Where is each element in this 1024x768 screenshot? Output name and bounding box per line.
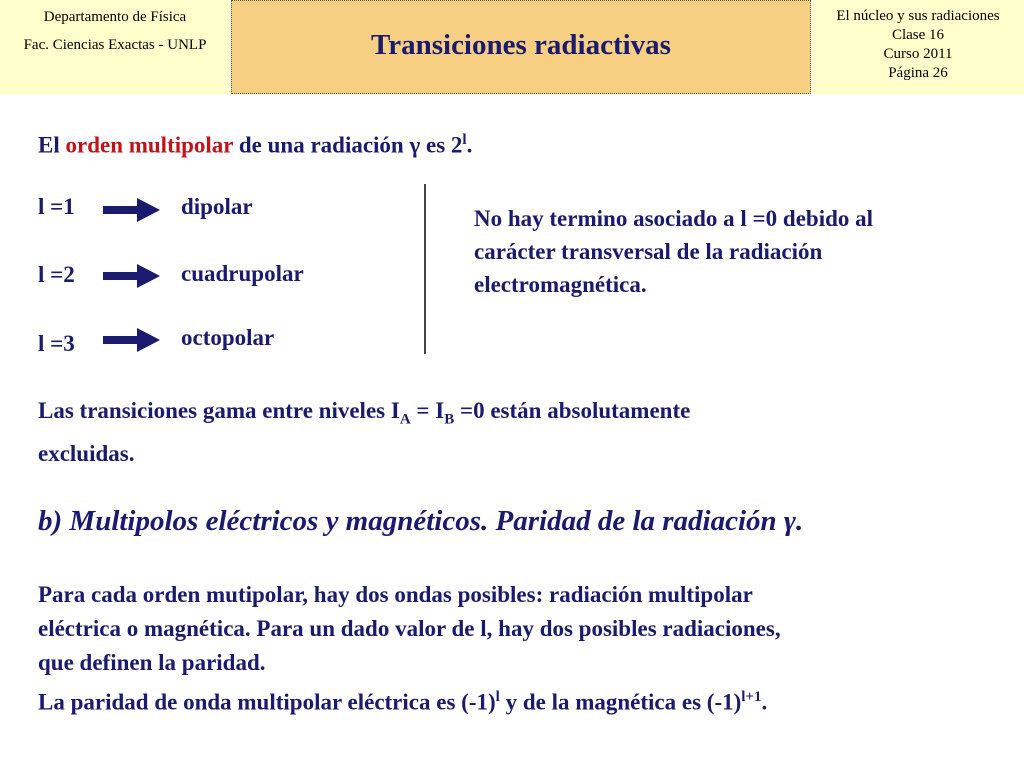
intro-superscript: l bbox=[462, 132, 467, 148]
parity-line bbox=[38, 680, 781, 720]
multipole-name-3: octopolar bbox=[181, 325, 275, 350]
arrow-right-icon bbox=[103, 198, 160, 222]
zero-order-note bbox=[474, 202, 873, 301]
page-number: Página 26 bbox=[888, 65, 948, 81]
parity-text-3: . bbox=[761, 689, 768, 715]
parity-sup-2: l+1 bbox=[741, 689, 762, 705]
parity-sup-1: l bbox=[495, 689, 500, 705]
note-line-2: carácter transversal de la radiación bbox=[474, 239, 823, 264]
multipole-l-2: l =2 bbox=[38, 262, 75, 287]
header-right-panel bbox=[812, 0, 1024, 94]
excl-text-2: = I bbox=[410, 398, 445, 423]
header-left-panel bbox=[0, 0, 230, 94]
parity-text-1: La paridad de onda multipolar eléctrica es (-1) bbox=[38, 689, 496, 715]
parity-text-2: y de la magnética es (-1) bbox=[499, 689, 742, 715]
multipole-l-3: l =3 bbox=[38, 331, 75, 356]
faculty-label: Fac. Ciencias Exactas - UNLP bbox=[23, 37, 207, 53]
excl-sub-a: A bbox=[399, 411, 411, 428]
section-b-heading: b) Multipolos eléctricos y magnéticos. Paridad de la radiación γ. bbox=[38, 505, 804, 537]
intro-text-2: de una radiación γ es 2 bbox=[233, 132, 463, 158]
exclusion-statement bbox=[38, 394, 690, 470]
arrow-right-icon bbox=[103, 264, 160, 288]
excl-text-3: =0 están absolutamente bbox=[454, 398, 691, 423]
multipole-name-1: dipolar bbox=[181, 194, 253, 219]
multipole-l-1: l =1 bbox=[38, 194, 75, 219]
multipole-name-2: cuadrupolar bbox=[181, 261, 304, 286]
vertical-divider bbox=[424, 184, 426, 354]
intro-text-1: El bbox=[38, 132, 66, 158]
para-line-3: que definen la paridad. bbox=[38, 650, 266, 675]
arrow-right-icon bbox=[103, 328, 160, 352]
para-line-1: Para cada orden mutipolar, hay dos ondas posibles: radiación multipolar bbox=[38, 582, 753, 607]
para-line-2: eléctrica o magnética. Para un dado valor de l, hay dos posibles radiaciones, bbox=[38, 616, 781, 641]
intro-text-3: . bbox=[466, 132, 473, 158]
intro-highlight: orden multipolar bbox=[65, 132, 234, 158]
intro-sentence bbox=[38, 132, 472, 159]
excl-text-1: Las transiciones gama entre niveles I bbox=[38, 398, 400, 423]
department-label: Departamento de Física bbox=[43, 9, 187, 25]
class-number: Clase 16 bbox=[891, 27, 945, 43]
multipole-paragraph bbox=[38, 578, 781, 720]
course-topic: El núcleo y sus radiaciones bbox=[836, 8, 1000, 24]
excl-sub-b: B bbox=[444, 411, 455, 428]
header-title-panel bbox=[231, 0, 811, 94]
excl-line-2: excluidas. bbox=[38, 440, 135, 466]
course-year: Curso 2011 bbox=[883, 46, 953, 62]
page-title: Transiciones radiactivas bbox=[371, 29, 671, 61]
note-line-1: No hay termino asociado a l =0 debido al bbox=[474, 206, 874, 231]
note-line-3: electromagnética. bbox=[474, 272, 647, 297]
